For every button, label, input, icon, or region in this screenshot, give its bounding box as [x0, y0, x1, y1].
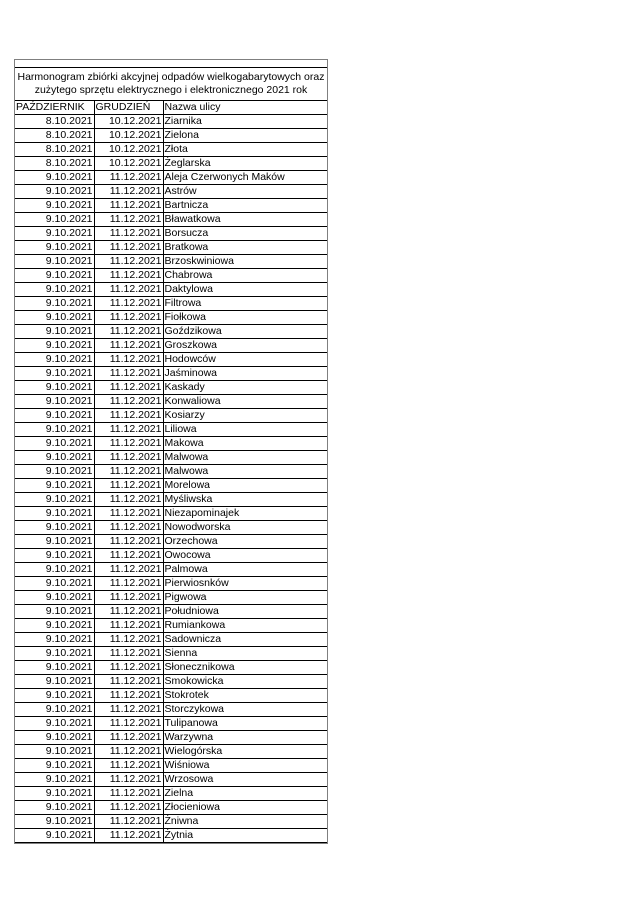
december-date-cell: 11.12.2021 — [94, 675, 163, 689]
street-name-cell: Złocieniowa — [163, 801, 327, 815]
street-name-cell: Daktylowa — [163, 283, 327, 297]
december-date-cell: 11.12.2021 — [94, 423, 163, 437]
table-row — [15, 507, 327, 521]
december-date-cell: 11.12.2021 — [94, 507, 163, 521]
street-name-cell: Groszkowa — [163, 339, 327, 353]
december-date-cell: 11.12.2021 — [94, 311, 163, 325]
october-date-cell: 9.10.2021 — [15, 241, 94, 255]
december-date-cell: 11.12.2021 — [94, 339, 163, 353]
table-row — [15, 241, 327, 255]
october-date-cell: 9.10.2021 — [15, 493, 94, 507]
october-date-cell: 9.10.2021 — [15, 815, 94, 829]
street-name-cell: Bartnicza — [163, 199, 327, 213]
table-row — [15, 255, 327, 269]
street-name-cell: Sienna — [163, 647, 327, 661]
street-name-cell: Myśliwska — [163, 493, 327, 507]
street-name-cell: Zielna — [163, 787, 327, 801]
october-date-cell: 9.10.2021 — [15, 423, 94, 437]
december-date-cell: 11.12.2021 — [94, 185, 163, 199]
october-date-cell: 8.10.2021 — [15, 129, 94, 143]
street-name-cell: Malwowa — [163, 465, 327, 479]
street-name-cell: Słonecznikowa — [163, 661, 327, 675]
street-name-cell: Borsucza — [163, 227, 327, 241]
october-date-cell: 9.10.2021 — [15, 773, 94, 787]
december-date-cell: 11.12.2021 — [94, 815, 163, 829]
street-name-cell: Liliowa — [163, 423, 327, 437]
table-row — [15, 801, 327, 815]
street-name-cell: Złota — [163, 143, 327, 157]
table-row — [15, 339, 327, 353]
october-date-cell: 9.10.2021 — [15, 633, 94, 647]
december-date-cell: 11.12.2021 — [94, 661, 163, 675]
october-date-cell: 9.10.2021 — [15, 311, 94, 325]
october-date-cell: 9.10.2021 — [15, 339, 94, 353]
october-date-cell: 9.10.2021 — [15, 591, 94, 605]
october-date-cell: 9.10.2021 — [15, 549, 94, 563]
october-date-cell: 9.10.2021 — [15, 801, 94, 815]
december-date-cell: 11.12.2021 — [94, 325, 163, 339]
october-date-cell: 9.10.2021 — [15, 605, 94, 619]
december-date-cell: 11.12.2021 — [94, 521, 163, 535]
december-date-cell: 11.12.2021 — [94, 381, 163, 395]
street-name-cell: Storczykowa — [163, 703, 327, 717]
table-row — [15, 367, 327, 381]
december-date-cell: 11.12.2021 — [94, 199, 163, 213]
table-row — [15, 647, 327, 661]
october-date-cell: 9.10.2021 — [15, 577, 94, 591]
october-date-cell: 9.10.2021 — [15, 535, 94, 549]
table-row — [15, 227, 327, 241]
december-date-cell: 11.12.2021 — [94, 353, 163, 367]
october-date-cell: 9.10.2021 — [15, 353, 94, 367]
street-name-cell: Bławatkowa — [163, 213, 327, 227]
table-row — [15, 675, 327, 689]
december-date-cell: 11.12.2021 — [94, 451, 163, 465]
december-date-cell: 11.12.2021 — [94, 633, 163, 647]
street-name-cell: Nowodworska — [163, 521, 327, 535]
december-date-cell: 10.12.2021 — [94, 115, 163, 129]
street-name-cell: Żeglarska — [163, 157, 327, 171]
table-row — [15, 591, 327, 605]
header-street-name: Nazwa ulicy — [163, 101, 327, 115]
december-date-cell: 11.12.2021 — [94, 619, 163, 633]
street-name-cell: Żytnia — [163, 829, 327, 843]
december-date-cell: 11.12.2021 — [94, 479, 163, 493]
december-date-cell: 10.12.2021 — [94, 157, 163, 171]
december-date-cell: 11.12.2021 — [94, 255, 163, 269]
table-row — [15, 185, 327, 199]
october-date-cell: 9.10.2021 — [15, 829, 94, 843]
table-row — [15, 157, 327, 171]
october-date-cell: 9.10.2021 — [15, 745, 94, 759]
december-date-cell: 11.12.2021 — [94, 829, 163, 843]
december-date-cell: 11.12.2021 — [94, 731, 163, 745]
header-october: PAŹDZIERNIK — [15, 101, 94, 115]
december-date-cell: 11.12.2021 — [94, 717, 163, 731]
table-row — [15, 661, 327, 675]
street-name-cell: Aleja Czerwonych Maków — [163, 171, 327, 185]
october-date-cell: 9.10.2021 — [15, 479, 94, 493]
street-name-cell: Wielogórska — [163, 745, 327, 759]
street-name-cell: Astrów — [163, 185, 327, 199]
street-name-cell: Południowa — [163, 605, 327, 619]
december-date-cell: 11.12.2021 — [94, 745, 163, 759]
december-date-cell: 11.12.2021 — [94, 549, 163, 563]
street-name-cell: Bratkowa — [163, 241, 327, 255]
street-name-cell: Orzechowa — [163, 535, 327, 549]
street-name-cell: Rumiankowa — [163, 619, 327, 633]
street-name-cell: Brzoskwiniowa — [163, 255, 327, 269]
december-date-cell: 11.12.2021 — [94, 647, 163, 661]
street-name-cell: Goździkowa — [163, 325, 327, 339]
october-date-cell: 9.10.2021 — [15, 255, 94, 269]
december-date-cell: 11.12.2021 — [94, 213, 163, 227]
december-date-cell: 10.12.2021 — [94, 143, 163, 157]
december-date-cell: 11.12.2021 — [94, 689, 163, 703]
table-row — [15, 199, 327, 213]
table-row — [15, 311, 327, 325]
october-date-cell: 9.10.2021 — [15, 619, 94, 633]
december-date-cell: 11.12.2021 — [94, 493, 163, 507]
table-row — [15, 745, 327, 759]
table-row — [15, 605, 327, 619]
table-row — [15, 353, 327, 367]
october-date-cell: 9.10.2021 — [15, 689, 94, 703]
table-row — [15, 549, 327, 563]
october-date-cell: 9.10.2021 — [15, 465, 94, 479]
december-date-cell: 11.12.2021 — [94, 297, 163, 311]
october-date-cell: 9.10.2021 — [15, 297, 94, 311]
october-date-cell: 9.10.2021 — [15, 661, 94, 675]
table-row — [15, 423, 327, 437]
october-date-cell: 9.10.2021 — [15, 675, 94, 689]
december-date-cell: 11.12.2021 — [94, 703, 163, 717]
table-row — [15, 815, 327, 829]
table-row — [15, 703, 327, 717]
october-date-cell: 9.10.2021 — [15, 227, 94, 241]
table-row — [15, 479, 327, 493]
table-row — [15, 535, 327, 549]
table-row — [15, 115, 327, 129]
street-name-cell: Zielona — [163, 129, 327, 143]
december-date-cell: 11.12.2021 — [94, 591, 163, 605]
table-row — [15, 493, 327, 507]
table-row — [15, 563, 327, 577]
street-name-cell: Żniwna — [163, 815, 327, 829]
december-date-cell: 11.12.2021 — [94, 787, 163, 801]
october-date-cell: 8.10.2021 — [15, 143, 94, 157]
december-date-cell: 11.12.2021 — [94, 171, 163, 185]
table-row — [15, 451, 327, 465]
table-row — [15, 143, 327, 157]
street-name-cell: Sadownicza — [163, 633, 327, 647]
table-row — [15, 717, 327, 731]
december-date-cell: 11.12.2021 — [94, 241, 163, 255]
december-date-cell: 11.12.2021 — [94, 563, 163, 577]
table-row — [15, 437, 327, 451]
october-date-cell: 9.10.2021 — [15, 185, 94, 199]
december-date-cell: 11.12.2021 — [94, 577, 163, 591]
table-row — [15, 129, 327, 143]
december-date-cell: 11.12.2021 — [94, 283, 163, 297]
table-row — [15, 689, 327, 703]
street-name-cell: Kosiarzy — [163, 409, 327, 423]
table-row — [15, 269, 327, 283]
schedule-sheet — [14, 59, 328, 844]
street-name-cell: Ziarnika — [163, 115, 327, 129]
table-row — [15, 283, 327, 297]
october-date-cell: 8.10.2021 — [15, 115, 94, 129]
table-row — [15, 731, 327, 745]
table-row — [15, 465, 327, 479]
december-date-cell: 11.12.2021 — [94, 269, 163, 283]
street-name-cell: Kaskady — [163, 381, 327, 395]
october-date-cell: 9.10.2021 — [15, 507, 94, 521]
street-name-cell: Filtrowa — [163, 297, 327, 311]
title-line-2: zużytego sprzętu elektrycznego i elektronicznego 2021 rok — [34, 84, 308, 96]
table-row — [15, 325, 327, 339]
october-date-cell: 9.10.2021 — [15, 437, 94, 451]
october-date-cell: 9.10.2021 — [15, 213, 94, 227]
table-row — [15, 381, 327, 395]
october-date-cell: 9.10.2021 — [15, 367, 94, 381]
table-row — [15, 787, 327, 801]
street-name-cell: Smokowicka — [163, 675, 327, 689]
table-row — [15, 409, 327, 423]
october-date-cell: 9.10.2021 — [15, 199, 94, 213]
street-name-cell: Konwaliowa — [163, 395, 327, 409]
street-name-cell: Tulipanowa — [163, 717, 327, 731]
december-date-cell: 10.12.2021 — [94, 129, 163, 143]
table-header-row — [15, 101, 327, 115]
table-row — [15, 773, 327, 787]
table-row — [15, 171, 327, 185]
october-date-cell: 9.10.2021 — [15, 325, 94, 339]
street-name-cell: Owocowa — [163, 549, 327, 563]
december-date-cell: 11.12.2021 — [94, 605, 163, 619]
october-date-cell: 9.10.2021 — [15, 759, 94, 773]
street-name-cell: Fiołkowa — [163, 311, 327, 325]
december-date-cell: 11.12.2021 — [94, 465, 163, 479]
street-name-cell: Pigwowa — [163, 591, 327, 605]
spacer-row — [15, 59, 327, 67]
december-date-cell: 11.12.2021 — [94, 437, 163, 451]
october-date-cell: 9.10.2021 — [15, 787, 94, 801]
table-row — [15, 829, 327, 843]
street-name-cell: Niezapominajek — [163, 507, 327, 521]
street-name-cell: Palmowa — [163, 563, 327, 577]
october-date-cell: 9.10.2021 — [15, 381, 94, 395]
table-row — [15, 213, 327, 227]
header-december: GRUDZIEŃ — [94, 101, 163, 115]
october-date-cell: 9.10.2021 — [15, 717, 94, 731]
street-name-cell: Hodowców — [163, 353, 327, 367]
street-name-cell: Warzywna — [163, 731, 327, 745]
december-date-cell: 11.12.2021 — [94, 535, 163, 549]
table-row — [15, 521, 327, 535]
october-date-cell: 9.10.2021 — [15, 283, 94, 297]
street-name-cell: Wrzosowa — [163, 773, 327, 787]
document-title — [15, 67, 327, 100]
table-row — [15, 759, 327, 773]
december-date-cell: 11.12.2021 — [94, 409, 163, 423]
street-name-cell: Chabrowa — [163, 269, 327, 283]
december-date-cell: 11.12.2021 — [94, 773, 163, 787]
october-date-cell: 8.10.2021 — [15, 157, 94, 171]
october-date-cell: 9.10.2021 — [15, 409, 94, 423]
street-name-cell: Stokrotek — [163, 689, 327, 703]
october-date-cell: 9.10.2021 — [15, 563, 94, 577]
december-date-cell: 11.12.2021 — [94, 367, 163, 381]
october-date-cell: 9.10.2021 — [15, 521, 94, 535]
december-date-cell: 11.12.2021 — [94, 395, 163, 409]
street-name-cell: Malwowa — [163, 451, 327, 465]
table-row — [15, 577, 327, 591]
october-date-cell: 9.10.2021 — [15, 451, 94, 465]
street-name-cell: Makowa — [163, 437, 327, 451]
table-row — [15, 395, 327, 409]
october-date-cell: 9.10.2021 — [15, 171, 94, 185]
table-row — [15, 619, 327, 633]
december-date-cell: 11.12.2021 — [94, 759, 163, 773]
october-date-cell: 9.10.2021 — [15, 731, 94, 745]
title-line-1: Harmonogram zbiórki akcyjnej odpadów wielkogabarytowych oraz — [17, 71, 325, 83]
october-date-cell: 9.10.2021 — [15, 703, 94, 717]
schedule-table — [15, 100, 327, 843]
street-name-cell: Pierwiosnków — [163, 577, 327, 591]
table-row — [15, 633, 327, 647]
december-date-cell: 11.12.2021 — [94, 227, 163, 241]
december-date-cell: 11.12.2021 — [94, 801, 163, 815]
street-name-cell: Morelowa — [163, 479, 327, 493]
october-date-cell: 9.10.2021 — [15, 647, 94, 661]
street-name-cell: Wiśniowa — [163, 759, 327, 773]
october-date-cell: 9.10.2021 — [15, 269, 94, 283]
street-name-cell: Jaśminowa — [163, 367, 327, 381]
table-row — [15, 297, 327, 311]
october-date-cell: 9.10.2021 — [15, 395, 94, 409]
